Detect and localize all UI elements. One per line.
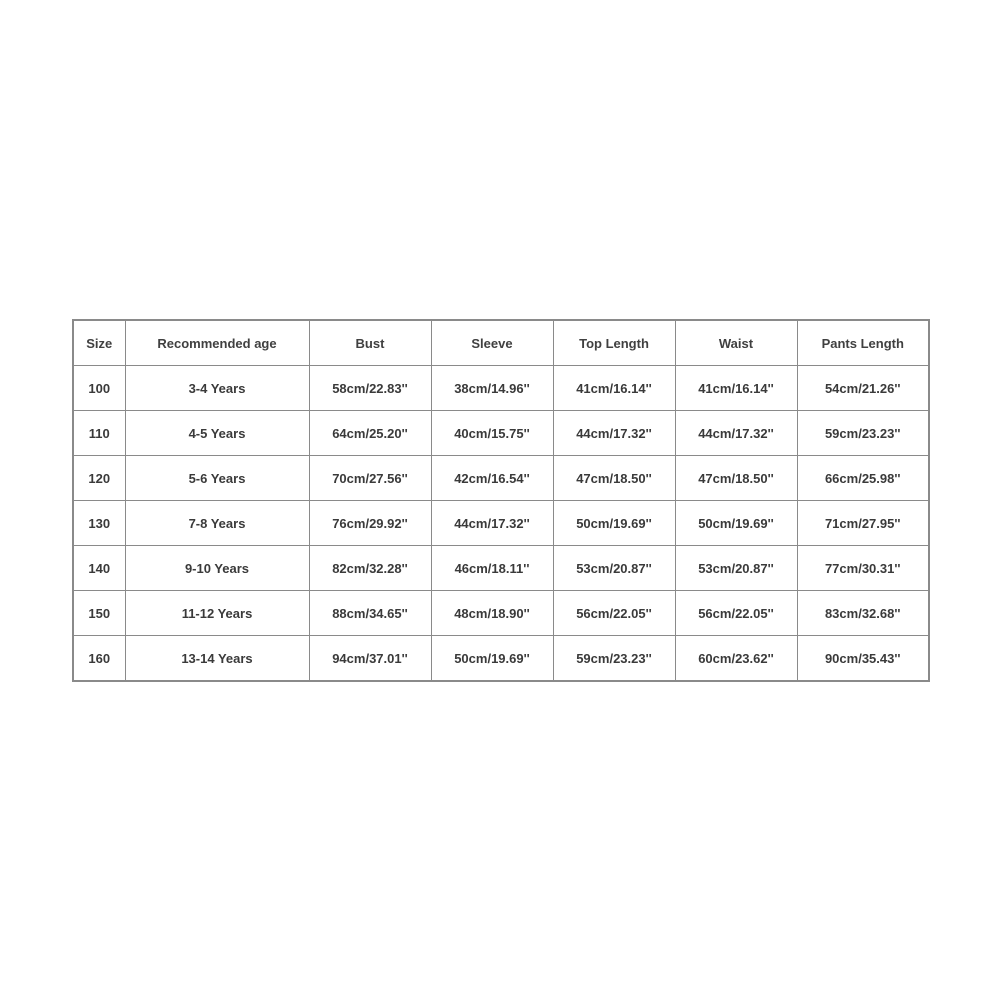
cell-recommended-age: 7-8 Years: [125, 501, 309, 546]
table-row: [73, 591, 929, 636]
cell-size: 100: [73, 366, 125, 411]
cell-size: 150: [73, 591, 125, 636]
cell-recommended-age: 11-12 Years: [125, 591, 309, 636]
header-waist: Waist: [675, 320, 797, 366]
cell-size: 120: [73, 456, 125, 501]
cell-waist: 47cm/18.50'': [675, 456, 797, 501]
cell-pants-length: 71cm/27.95'': [797, 501, 929, 546]
cell-pants-length: 90cm/35.43'': [797, 636, 929, 682]
table-row: [73, 411, 929, 456]
cell-top-length: 53cm/20.87'': [553, 546, 675, 591]
cell-pants-length: 77cm/30.31'': [797, 546, 929, 591]
cell-top-length: 59cm/23.23'': [553, 636, 675, 682]
cell-top-length: 41cm/16.14'': [553, 366, 675, 411]
cell-recommended-age: 13-14 Years: [125, 636, 309, 682]
cell-bust: 82cm/32.28'': [309, 546, 431, 591]
header-top-length: Top Length: [553, 320, 675, 366]
cell-waist: 41cm/16.14'': [675, 366, 797, 411]
cell-sleeve: 40cm/15.75'': [431, 411, 553, 456]
cell-sleeve: 44cm/17.32'': [431, 501, 553, 546]
cell-size: 160: [73, 636, 125, 682]
cell-waist: 53cm/20.87'': [675, 546, 797, 591]
cell-recommended-age: 4-5 Years: [125, 411, 309, 456]
cell-bust: 70cm/27.56'': [309, 456, 431, 501]
table-row: [73, 501, 929, 546]
cell-sleeve: 46cm/18.11'': [431, 546, 553, 591]
header-bust: Bust: [309, 320, 431, 366]
cell-top-length: 56cm/22.05'': [553, 591, 675, 636]
cell-waist: 56cm/22.05'': [675, 591, 797, 636]
header-recommended-age: Recommended age: [125, 320, 309, 366]
cell-bust: 76cm/29.92'': [309, 501, 431, 546]
cell-pants-length: 59cm/23.23'': [797, 411, 929, 456]
table-row: [73, 636, 929, 682]
cell-top-length: 44cm/17.32'': [553, 411, 675, 456]
header-size: Size: [73, 320, 125, 366]
cell-size: 140: [73, 546, 125, 591]
header-sleeve: Sleeve: [431, 320, 553, 366]
cell-top-length: 50cm/19.69'': [553, 501, 675, 546]
cell-bust: 64cm/25.20'': [309, 411, 431, 456]
table-row: [73, 546, 929, 591]
cell-bust: 88cm/34.65'': [309, 591, 431, 636]
cell-waist: 60cm/23.62'': [675, 636, 797, 682]
table-row: [73, 456, 929, 501]
cell-bust: 94cm/37.01'': [309, 636, 431, 682]
cell-recommended-age: 5-6 Years: [125, 456, 309, 501]
cell-recommended-age: 3-4 Years: [125, 366, 309, 411]
cell-waist: 50cm/19.69'': [675, 501, 797, 546]
cell-pants-length: 83cm/32.68'': [797, 591, 929, 636]
cell-sleeve: 42cm/16.54'': [431, 456, 553, 501]
cell-size: 130: [73, 501, 125, 546]
cell-top-length: 47cm/18.50'': [553, 456, 675, 501]
table-header-row: [73, 320, 929, 366]
header-pants-length: Pants Length: [797, 320, 929, 366]
size-chart-table: [72, 319, 930, 682]
cell-pants-length: 66cm/25.98'': [797, 456, 929, 501]
cell-sleeve: 48cm/18.90'': [431, 591, 553, 636]
cell-waist: 44cm/17.32'': [675, 411, 797, 456]
cell-size: 110: [73, 411, 125, 456]
cell-recommended-age: 9-10 Years: [125, 546, 309, 591]
cell-sleeve: 50cm/19.69'': [431, 636, 553, 682]
cell-bust: 58cm/22.83'': [309, 366, 431, 411]
cell-pants-length: 54cm/21.26'': [797, 366, 929, 411]
cell-sleeve: 38cm/14.96'': [431, 366, 553, 411]
table-row: [73, 366, 929, 411]
